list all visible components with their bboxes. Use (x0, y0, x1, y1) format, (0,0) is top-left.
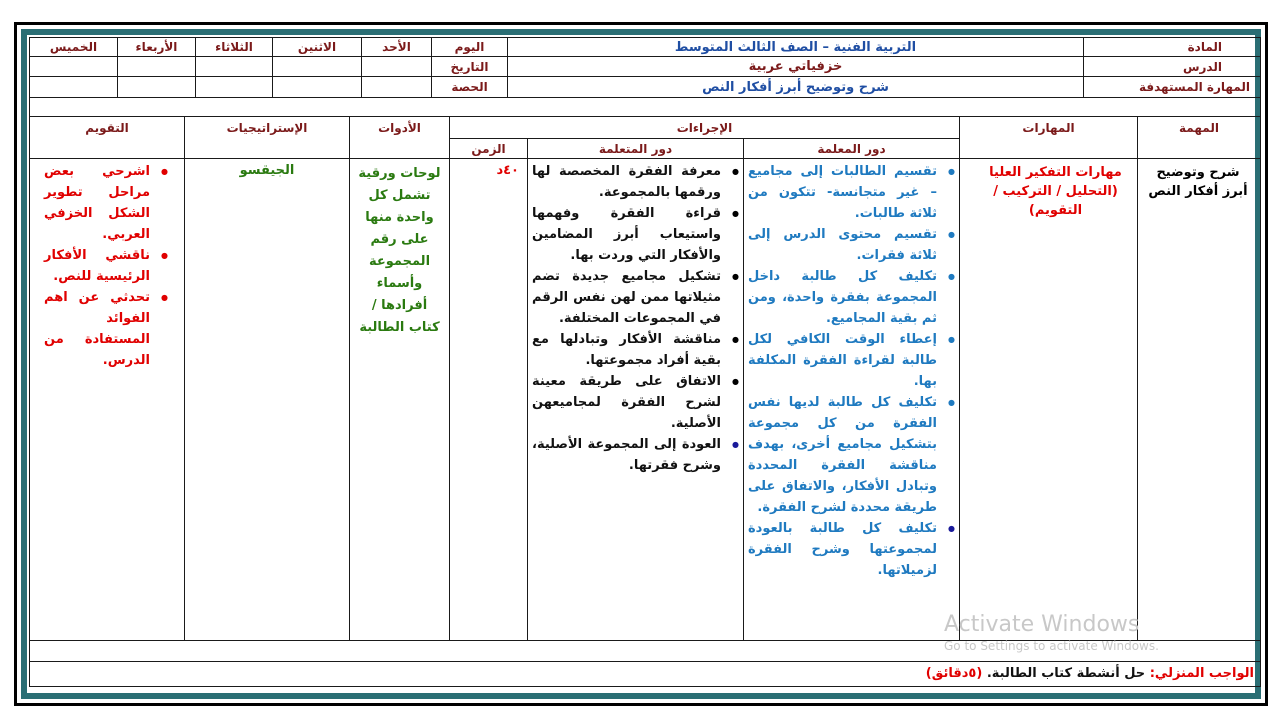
day-sunday: الأحد (361, 37, 432, 57)
homework-duration: (٥دقائق) (925, 666, 983, 681)
period-cell-4 (117, 76, 196, 98)
page-border (14, 22, 1268, 706)
date-cell-1 (361, 56, 432, 77)
task-cell: شرح وتوضيح أبرز أفكار النص (1137, 158, 1261, 641)
teacher-role-list (744, 161, 959, 581)
col-teacher-role: دور المعلمة (743, 138, 960, 159)
day-wednesday: الأربعاء (117, 37, 196, 57)
period-cell-5 (29, 76, 118, 98)
teacher-item: ● إعطاء الوقت الكافي لكل طالبة لقراءة الفقرة المكلفة بها. (748, 329, 937, 392)
subject-value: التربية الفنية – الصف الثالث المتوسط (507, 37, 1084, 57)
spacer-row (29, 97, 1261, 117)
col-evaluation: التقويم (29, 116, 185, 159)
evaluation-item: ● تحدثي عن اهم الفوائد المستفادة من الدرس. (44, 287, 150, 371)
day-tuesday: الثلاثاء (195, 37, 273, 57)
watermark-subtitle: Go to Settings to activate Windows. (944, 639, 1159, 653)
skills-cell: مهارات التفكير العليا (التحليل / التركيب / التقويم) (959, 158, 1138, 641)
period-cell-3 (195, 76, 273, 98)
day-label: اليوم (431, 37, 508, 57)
evaluation-item: ● اشرحي بعض مراحل تطوير الشكل الخزفي العربي. (44, 161, 150, 245)
period-cell-1 (361, 76, 432, 98)
date-cell-5 (29, 56, 118, 77)
col-time: الزمن (449, 138, 528, 159)
homework-label: الواجب المنزلي: (1149, 666, 1254, 681)
day-monday: الاثنين (272, 37, 362, 57)
date-cell-4 (117, 56, 196, 77)
date-cell-2 (272, 56, 362, 77)
evaluation-cell (29, 158, 185, 641)
col-skills: المهارات (959, 116, 1138, 159)
student-item: ● مناقشة الأفكار وتبادلها مع بقية أفراد مجموعتها. (532, 329, 721, 371)
col-tools: الأدوات (349, 116, 450, 159)
student-role-list (528, 161, 743, 476)
student-item: ● قراءة الفقرة وفهمها واستيعاب أبرز المضامين والأفكار التي وردت بها. (532, 203, 721, 266)
strategy-cell: الجيقسو (184, 158, 350, 641)
col-strategies: الإستراتيجيات (184, 116, 350, 159)
col-student-role: دور المتعلمة (527, 138, 744, 159)
student-item: ● تشكيل مجاميع جديدة تضم مثيلاتها ممن لهن نفس الرقم في المجموعات المختلفة. (532, 266, 721, 329)
period-cell-2 (272, 76, 362, 98)
teacher-item: ● تقسيم محتوى الدرس إلى ثلاثة فقرات. (748, 224, 937, 266)
student-item: ● معرفة الفقرة المخصصة لها ورقمها بالمجموعة. (532, 161, 721, 203)
homework-row (29, 661, 1261, 687)
date-cell-3 (195, 56, 273, 77)
time-cell: ٤٠د (449, 158, 528, 641)
evaluation-item: ● ناقشي الأفكار الرئيسية للنص. (44, 245, 150, 287)
activate-windows-watermark (944, 612, 1159, 653)
watermark-title: Activate Windows (944, 612, 1140, 637)
teacher-item: ● تقسيم الطالبات إلى مجاميع – غير متجانسة- تتكون من ثلاثة طالبات. (748, 161, 937, 224)
target-skill-value: شرح وتوضيح أبرز أفكار النص (507, 76, 1084, 98)
target-skill-label: المهارة المستهدفة (1083, 76, 1261, 98)
col-task: المهمة (1137, 116, 1261, 159)
period-label: الحصة (431, 76, 508, 98)
teacher-item: ● تكليف كل طالبة بالعودة لمجموعتها وشرح الفقرة لزميلاتها. (748, 518, 937, 581)
teacher-item: ● تكليف كل طالبة داخل المجموعة بفقرة واحدة، ومن ثم بقية المجاميع. (748, 266, 937, 329)
teacher-role-cell (743, 158, 960, 641)
lesson-plan-frame (21, 29, 1261, 699)
evaluation-list (40, 161, 172, 371)
lesson-label: الدرس (1083, 56, 1261, 77)
student-item: ● العودة إلى المجموعة الأصلية، وشرح فقرتها. (532, 434, 721, 476)
date-label: التاريخ (431, 56, 508, 77)
day-thursday: الخميس (29, 37, 118, 57)
subject-label: المادة (1083, 37, 1261, 57)
student-role-cell (527, 158, 744, 641)
teacher-item: ● تكليف كل طالبة لديها نفس الفقرة من كل مجموعة بتشكيل مجاميع أخرى، بهدف مناقشة الفقرة المحددة وتبادل الأفكار، والاتفاق على طريقة محددة لشرح الفقرة. (748, 392, 937, 518)
student-item: ● الاتفاق على طريقة معينة لشرح الفقرة لمجاميعهن الأصلية. (532, 371, 721, 434)
homework-text: حل أنشطة كتاب الطالبة. (986, 666, 1146, 681)
tools-cell: لوحات ورقية تشمل كل واحدة منها على رقم المجموعة وأسماء أفرادها / كتاب الطالبة (349, 158, 450, 641)
lesson-value: خزفياتي عربية (507, 56, 1084, 77)
col-procedures: الإجراءات (449, 116, 960, 139)
